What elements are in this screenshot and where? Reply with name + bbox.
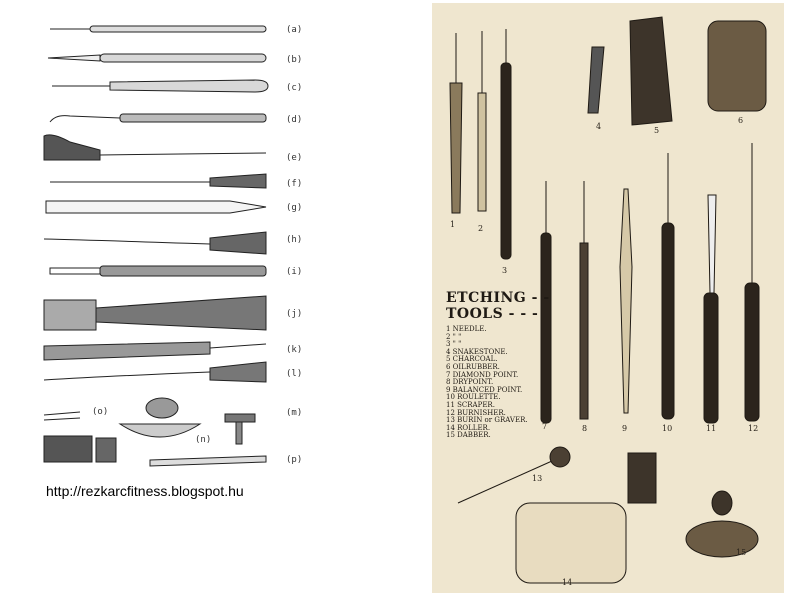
- tool-e: [44, 135, 266, 160]
- burnisher-12: [745, 143, 759, 421]
- tool-b: [48, 54, 266, 62]
- tool-number: 1: [450, 220, 456, 229]
- tool-number: 10: [662, 424, 673, 433]
- tool-number: 15: [736, 548, 747, 557]
- legend-item: 5 CHARCOAL.: [446, 355, 498, 364]
- tool-number: 3: [502, 266, 508, 275]
- tool-k: [44, 342, 266, 360]
- source-url-caption: http://rezkarcfitness.blogspot.hu: [46, 483, 244, 499]
- tool-label: (k): [286, 345, 303, 355]
- tool-number: 8: [582, 424, 588, 433]
- legend-item: 1 NEEDLE.: [446, 325, 487, 333]
- tool-h: [44, 232, 266, 254]
- tool-number: 5: [654, 126, 660, 135]
- tool-label: (b): [286, 55, 303, 65]
- legend-item: 2 " ": [446, 332, 462, 341]
- heading-line-1: ETCHING - -: [446, 290, 550, 306]
- tool-label: (m): [286, 408, 303, 418]
- tool-legend: [446, 326, 528, 440]
- tool-f: [50, 174, 266, 188]
- tool-number: 4: [596, 122, 602, 131]
- legend-item: 7 DIAMOND POINT.: [446, 370, 519, 379]
- legend-item: 13 BURIN or GRAVER.: [446, 416, 528, 425]
- legend-item: 4 SNAKESTONE.: [446, 347, 508, 356]
- legend-item: 11 SCRAPER.: [446, 400, 495, 409]
- tool-label: (l): [286, 369, 303, 379]
- roller-14: [516, 453, 656, 583]
- tool-label: (f): [286, 179, 303, 189]
- tool-number: 13: [532, 474, 543, 483]
- legend-item: 10 ROULETTE.: [446, 393, 501, 402]
- tool-number: 2: [478, 224, 484, 233]
- legend-item: 12 BURNISHER.: [446, 408, 506, 417]
- scraper-11: [704, 195, 718, 423]
- tool-label: (j): [286, 309, 303, 319]
- roulette-10: [662, 153, 674, 419]
- needle-3: [501, 29, 511, 259]
- charcoal-5: [630, 17, 672, 125]
- legend-item: 8 DRYPOINT.: [446, 378, 494, 387]
- tool-number: 7: [542, 422, 548, 431]
- tool-p-group: [44, 436, 266, 466]
- tool-label: (h): [286, 235, 303, 245]
- needle-1: [450, 33, 462, 213]
- tool-i: [50, 266, 266, 276]
- plate-heading: [446, 290, 550, 322]
- tool-number: 9: [622, 424, 628, 433]
- tool-d: [50, 114, 266, 122]
- oilrubber-6: [708, 21, 766, 111]
- tool-label: (e): [286, 153, 303, 163]
- tool-a: [50, 26, 266, 32]
- snakestone-4: [588, 47, 604, 113]
- tool-j: [44, 296, 266, 330]
- tool-label: (i): [286, 267, 303, 277]
- tool-label: (a): [286, 25, 303, 35]
- legend-item: 9 BALANCED POINT.: [446, 385, 523, 394]
- balanced-point-9: [620, 189, 632, 413]
- tool-number: 6: [738, 116, 744, 125]
- tool-l: [44, 362, 266, 382]
- tool-number: 14: [562, 578, 573, 587]
- legend-item: 6 OILRUBBER.: [446, 362, 500, 371]
- heading-line-2: TOOLS - - -: [446, 306, 539, 322]
- tool-number: 11: [706, 424, 717, 433]
- tool-label: (p): [286, 455, 303, 465]
- tool-label: (g): [286, 203, 303, 213]
- inset-label-o: (o): [92, 407, 109, 417]
- dabber-15: [686, 491, 758, 557]
- tool-g: [46, 201, 266, 213]
- needle-2: [478, 31, 486, 211]
- left-tools-illustration: [30, 10, 320, 480]
- burin-13: [458, 447, 570, 503]
- drypoint-8: [580, 181, 588, 419]
- tool-label: (c): [286, 83, 303, 93]
- tool-label: (d): [286, 115, 303, 125]
- inset-label-n: (n): [195, 435, 212, 445]
- tool-number: 12: [748, 424, 759, 433]
- legend-item: 14 ROLLER.: [446, 423, 491, 432]
- tool-c: [52, 80, 268, 92]
- legend-item: 15 DABBER.: [446, 431, 491, 440]
- legend-item: 3 " ": [446, 340, 462, 349]
